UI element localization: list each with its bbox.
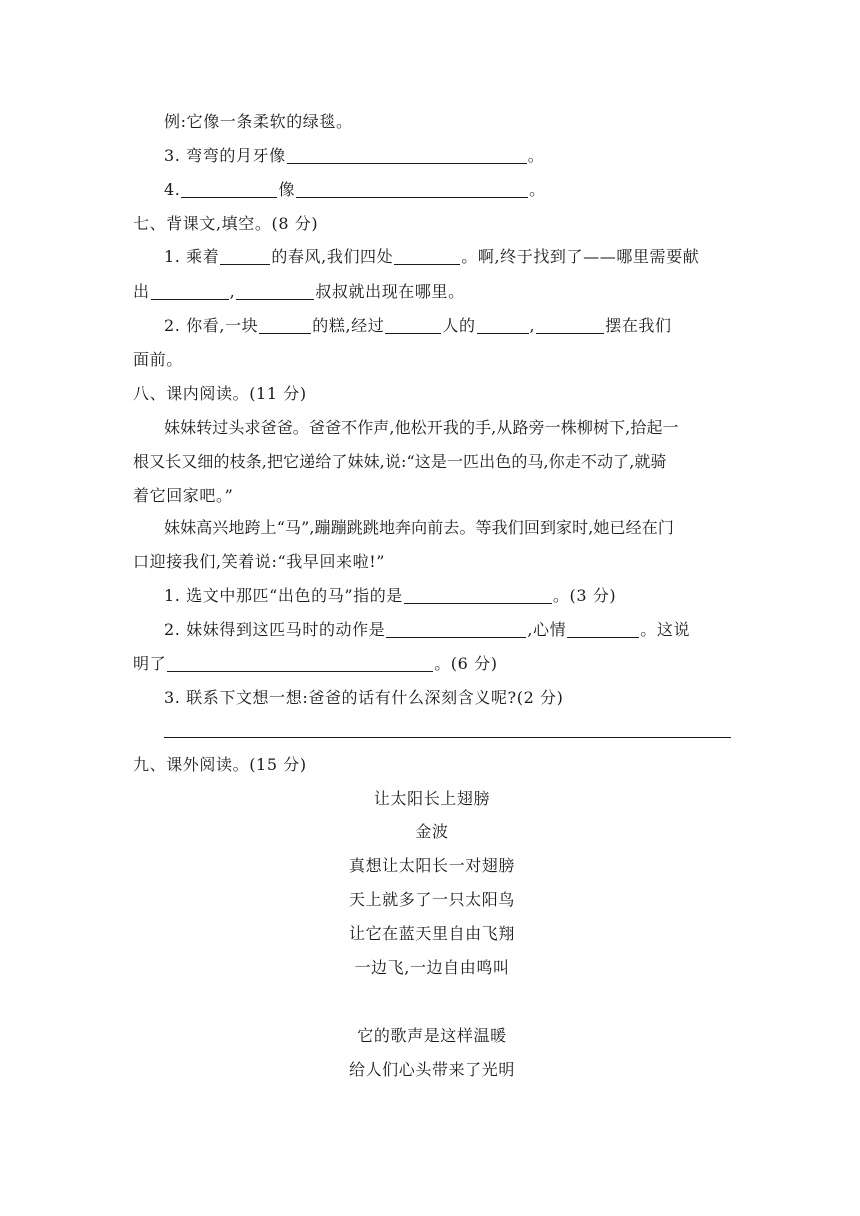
answer-line[interactable] xyxy=(164,737,731,738)
q-text: 出 xyxy=(133,282,150,301)
q-prefix: 4. xyxy=(164,180,181,199)
poem-line xyxy=(133,1060,731,1082)
q-text: 人的 xyxy=(442,316,476,335)
poem-title xyxy=(133,789,731,811)
poem-line-text: 它的歌声是这样温暖 xyxy=(357,1026,507,1045)
question-8-2-line-1 xyxy=(164,620,731,642)
poem-line-text: 真想让太阳长一对翅膀 xyxy=(348,856,515,875)
passage-text: 妹妹转过头求爸爸。爸爸不作声,他松开我的手,从路旁一株柳树下,拾起一 xyxy=(164,418,679,437)
passage-text: 口迎接我们,笑着说:“我早回来啦!” xyxy=(133,552,386,571)
q-text: 面前。 xyxy=(133,350,183,369)
poem-title-text: 让太阳长上翅膀 xyxy=(373,789,491,808)
q-prefix: 3. 弯弯的月牙像 xyxy=(164,146,286,165)
q-text: 2. 你看,一块 xyxy=(164,316,259,335)
fill-blank[interactable] xyxy=(296,181,528,198)
question-8-1 xyxy=(164,586,731,608)
section-title: 九、课外阅读。(15 分) xyxy=(133,755,307,774)
fill-blank[interactable] xyxy=(404,587,552,604)
question-6-4 xyxy=(164,180,731,202)
poem-line-text: 给人们心头带来了光明 xyxy=(348,1060,515,1079)
poem-line xyxy=(133,856,731,878)
passage-paragraph-2-line-2 xyxy=(133,552,731,574)
question-7-2-line-2 xyxy=(133,350,731,372)
question-8-3 xyxy=(164,688,731,710)
q-text: 叔叔就出现在哪里。 xyxy=(315,282,465,301)
q-mid: 像 xyxy=(278,180,296,199)
poem-author xyxy=(133,822,731,844)
example-sentence xyxy=(164,112,731,134)
q-text: 的春风,我们四处 xyxy=(271,247,394,266)
question-7-1-line-2 xyxy=(133,282,731,304)
poem-line-text: 天上就多了一只太阳鸟 xyxy=(348,890,515,909)
example-text: 例:它像一条柔软的绿毯。 xyxy=(164,112,353,131)
q-end: 。 xyxy=(529,180,546,199)
section-8-title xyxy=(133,384,731,406)
question-6-3 xyxy=(164,146,731,168)
section-7-title xyxy=(133,214,731,236)
section-title: 七、背课文,填空。(8 分) xyxy=(133,214,319,233)
passage-text: 妹妹高兴地跨上“马”,蹦蹦跳跳地奔向前去。等我们回到家时,她已经在门 xyxy=(164,518,674,537)
q-text: 2. 妹妹得到这匹马时的动作是 xyxy=(164,620,386,639)
fill-blank[interactable] xyxy=(181,181,277,198)
q-text: 。(6 分) xyxy=(434,654,498,673)
q-text: 摆在我们 xyxy=(605,316,672,335)
poem-line-text: 一边飞,一边自由鸣叫 xyxy=(354,958,510,977)
fill-blank[interactable] xyxy=(287,147,527,164)
q-text: 。啊,终于找到了——哪里需要献 xyxy=(461,247,700,266)
passage-paragraph-1-line-2 xyxy=(133,452,731,474)
q-text: 。这说 xyxy=(640,620,691,639)
q-text: 的糕,经过 xyxy=(312,316,385,335)
fill-blank[interactable] xyxy=(477,317,529,334)
passage-paragraph-1-line-3 xyxy=(133,486,731,508)
question-7-2-line-1 xyxy=(164,316,731,338)
poem-line xyxy=(133,958,731,980)
passage-text: 着它回家吧。” xyxy=(133,486,234,505)
fill-blank[interactable] xyxy=(567,621,639,638)
q-text: 1. 选文中那匹“出色的马”指的是 xyxy=(164,586,403,605)
q-end: 。 xyxy=(527,146,545,165)
section-9-title xyxy=(133,755,731,777)
question-7-1-line-1 xyxy=(164,247,731,269)
poem-line xyxy=(133,924,731,946)
fill-blank[interactable] xyxy=(386,621,526,638)
poem-line-text: 让它在蓝天里自由飞翔 xyxy=(348,924,515,943)
passage-text: 根又长又细的枝条,把它递给了妹妹,说:“这是一匹出色的马,你走不动了,就骑 xyxy=(133,452,667,471)
q-text: , xyxy=(529,316,536,335)
fill-blank[interactable] xyxy=(167,655,433,672)
fill-blank[interactable] xyxy=(259,317,311,334)
q-text: 明了 xyxy=(133,654,167,673)
q-text: ,心情 xyxy=(527,620,567,639)
question-8-2-line-2 xyxy=(133,654,731,676)
section-title: 八、课内阅读。(11 分) xyxy=(133,384,307,403)
q-text: 。(3 分) xyxy=(552,586,617,605)
passage-paragraph-2-line-1 xyxy=(164,518,731,540)
poem-author-text: 金波 xyxy=(415,822,449,841)
poem-line xyxy=(133,1026,731,1048)
fill-blank[interactable] xyxy=(536,317,604,334)
q-text: 3. 联系下文想一想:爸爸的话有什么深刻含义呢?(2 分) xyxy=(164,688,564,707)
fill-blank[interactable] xyxy=(236,283,314,300)
passage-paragraph-1-line-1 xyxy=(164,418,731,440)
fill-blank[interactable] xyxy=(394,248,460,265)
fill-blank[interactable] xyxy=(220,248,270,265)
poem-line xyxy=(133,890,731,912)
q-text: 1. 乘着 xyxy=(164,247,220,266)
fill-blank[interactable] xyxy=(385,317,441,334)
q-text: , xyxy=(229,282,236,301)
fill-blank[interactable] xyxy=(151,283,229,300)
